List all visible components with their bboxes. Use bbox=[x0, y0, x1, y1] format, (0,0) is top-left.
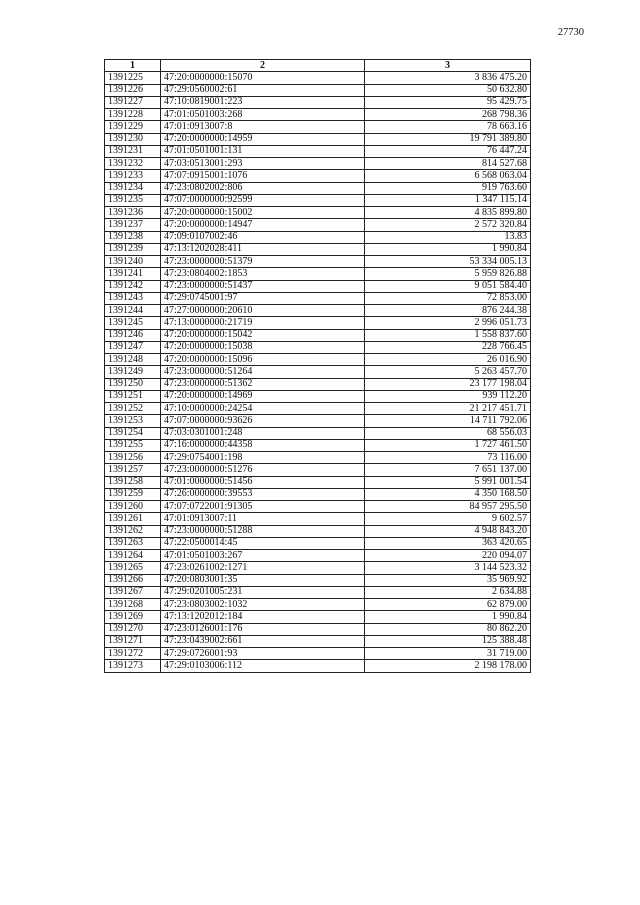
cadastral-number-cell: 47:01:0000000:51456 bbox=[161, 476, 365, 488]
cadastral-number-cell: 47:03:0513001:293 bbox=[161, 158, 365, 170]
value-cell: 21 217 451.71 bbox=[365, 403, 531, 415]
cadastral-number-cell: 47:20:0000000:14969 bbox=[161, 390, 365, 402]
cadastral-number-cell: 47:07:0000000:92599 bbox=[161, 194, 365, 206]
table-row bbox=[105, 256, 531, 268]
table-row bbox=[105, 537, 531, 549]
value-cell: 220 094.07 bbox=[365, 550, 531, 562]
value-cell: 125 388.48 bbox=[365, 635, 531, 647]
cadastral-number-cell: 47:23:0000000:51437 bbox=[161, 280, 365, 292]
table-row bbox=[105, 329, 531, 341]
cadastral-number-cell: 47:20:0000000:15042 bbox=[161, 329, 365, 341]
value-cell: 9 602.57 bbox=[365, 513, 531, 525]
row-number-cell: 1391231 bbox=[105, 145, 161, 157]
cadastral-number-cell: 47:01:0501003:267 bbox=[161, 550, 365, 562]
cadastral-number-cell: 47:23:0802002:806 bbox=[161, 182, 365, 194]
table-row bbox=[105, 366, 531, 378]
row-number-cell: 1391237 bbox=[105, 219, 161, 231]
cadastral-number-cell: 47:26:0000000:39553 bbox=[161, 488, 365, 500]
cadastral-value-table bbox=[104, 59, 531, 673]
table-row bbox=[105, 158, 531, 170]
value-cell: 23 177 198.04 bbox=[365, 378, 531, 390]
value-cell: 3 836 475.20 bbox=[365, 72, 531, 84]
table-row bbox=[105, 109, 531, 121]
table-header-row bbox=[105, 60, 531, 72]
cadastral-number-cell: 47:13:0000000:21719 bbox=[161, 317, 365, 329]
cadastral-number-cell: 47:01:0913007:11 bbox=[161, 513, 365, 525]
row-number-cell: 1391242 bbox=[105, 280, 161, 292]
table-row bbox=[105, 660, 531, 672]
table-row bbox=[105, 292, 531, 304]
row-number-cell: 1391247 bbox=[105, 341, 161, 353]
value-cell: 4 835 899.80 bbox=[365, 207, 531, 219]
value-cell: 4 350 168.50 bbox=[365, 488, 531, 500]
value-cell: 268 798.36 bbox=[365, 109, 531, 121]
table-row bbox=[105, 635, 531, 647]
cadastral-number-cell: 47:20:0000000:14947 bbox=[161, 219, 365, 231]
value-cell: 5 959 826.88 bbox=[365, 268, 531, 280]
table-row bbox=[105, 464, 531, 476]
cadastral-number-cell: 47:29:0560002:61 bbox=[161, 84, 365, 96]
value-cell: 53 334 005.13 bbox=[365, 256, 531, 268]
row-number-cell: 1391238 bbox=[105, 231, 161, 243]
table-row bbox=[105, 96, 531, 108]
cadastral-number-cell: 47:13:1202012:184 bbox=[161, 611, 365, 623]
value-cell: 13.83 bbox=[365, 231, 531, 243]
table-row bbox=[105, 390, 531, 402]
value-cell: 1 558 837.60 bbox=[365, 329, 531, 341]
cadastral-number-cell: 47:16:0000000:44358 bbox=[161, 439, 365, 451]
cadastral-number-cell: 47:29:0745001:97 bbox=[161, 292, 365, 304]
value-cell: 14 711 792.06 bbox=[365, 415, 531, 427]
column-header-1: 1 bbox=[105, 60, 161, 72]
row-number-cell: 1391262 bbox=[105, 525, 161, 537]
table-row bbox=[105, 550, 531, 562]
table-row bbox=[105, 280, 531, 292]
cadastral-number-cell: 47:09:0107002:46 bbox=[161, 231, 365, 243]
row-number-cell: 1391240 bbox=[105, 256, 161, 268]
column-header-2: 2 bbox=[161, 60, 365, 72]
value-cell: 2 634.88 bbox=[365, 586, 531, 598]
table-row bbox=[105, 562, 531, 574]
row-number-cell: 1391245 bbox=[105, 317, 161, 329]
row-number-cell: 1391229 bbox=[105, 121, 161, 133]
table-row bbox=[105, 403, 531, 415]
table-row bbox=[105, 354, 531, 366]
table-row bbox=[105, 378, 531, 390]
cadastral-number-cell: 47:23:0126001:176 bbox=[161, 623, 365, 635]
cadastral-number-cell: 47:23:0804002:1853 bbox=[161, 268, 365, 280]
value-cell: 363 420.65 bbox=[365, 537, 531, 549]
row-number-cell: 1391250 bbox=[105, 378, 161, 390]
value-cell: 9 051 584.40 bbox=[365, 280, 531, 292]
table-row bbox=[105, 501, 531, 513]
cadastral-number-cell: 47:10:0819001:223 bbox=[161, 96, 365, 108]
value-cell: 2 996 051.73 bbox=[365, 317, 531, 329]
row-number-cell: 1391272 bbox=[105, 648, 161, 660]
value-cell: 814 527.68 bbox=[365, 158, 531, 170]
row-number-cell: 1391266 bbox=[105, 574, 161, 586]
table-row bbox=[105, 170, 531, 182]
value-cell: 939 112.20 bbox=[365, 390, 531, 402]
value-cell: 1 990.84 bbox=[365, 611, 531, 623]
value-cell: 228 766.45 bbox=[365, 341, 531, 353]
cadastral-number-cell: 47:23:0439002:661 bbox=[161, 635, 365, 647]
row-number-cell: 1391253 bbox=[105, 415, 161, 427]
row-number-cell: 1391255 bbox=[105, 439, 161, 451]
cadastral-number-cell: 47:20:0000000:14959 bbox=[161, 133, 365, 145]
row-number-cell: 1391254 bbox=[105, 427, 161, 439]
row-number-cell: 1391270 bbox=[105, 623, 161, 635]
cadastral-number-cell: 47:10:0000000:24254 bbox=[161, 403, 365, 415]
row-number-cell: 1391226 bbox=[105, 84, 161, 96]
value-cell: 72 853.00 bbox=[365, 292, 531, 304]
table-row bbox=[105, 121, 531, 133]
row-number-cell: 1391232 bbox=[105, 158, 161, 170]
value-cell: 1 727 461.50 bbox=[365, 439, 531, 451]
table-row bbox=[105, 84, 531, 96]
cadastral-number-cell: 47:23:0000000:51379 bbox=[161, 256, 365, 268]
table-row bbox=[105, 341, 531, 353]
value-cell: 5 991 001.54 bbox=[365, 476, 531, 488]
table-row bbox=[105, 574, 531, 586]
cadastral-number-cell: 47:29:0726001:93 bbox=[161, 648, 365, 660]
table-row bbox=[105, 305, 531, 317]
table-row bbox=[105, 317, 531, 329]
table-body bbox=[105, 72, 531, 672]
row-number-cell: 1391239 bbox=[105, 243, 161, 255]
cadastral-number-cell: 47:20:0000000:15038 bbox=[161, 341, 365, 353]
value-cell: 62 879.00 bbox=[365, 599, 531, 611]
table-row bbox=[105, 415, 531, 427]
column-header-3: 3 bbox=[365, 60, 531, 72]
value-cell: 50 632.80 bbox=[365, 84, 531, 96]
row-number-cell: 1391227 bbox=[105, 96, 161, 108]
value-cell: 2 572 320.84 bbox=[365, 219, 531, 231]
value-cell: 1 990.84 bbox=[365, 243, 531, 255]
value-cell: 19 791 389.80 bbox=[365, 133, 531, 145]
row-number-cell: 1391264 bbox=[105, 550, 161, 562]
row-number-cell: 1391241 bbox=[105, 268, 161, 280]
cadastral-number-cell: 47:23:0261002:1271 bbox=[161, 562, 365, 574]
row-number-cell: 1391260 bbox=[105, 501, 161, 513]
value-cell: 84 957 295.50 bbox=[365, 501, 531, 513]
cadastral-number-cell: 47:20:0000000:15096 bbox=[161, 354, 365, 366]
row-number-cell: 1391249 bbox=[105, 366, 161, 378]
table-row bbox=[105, 72, 531, 84]
page-number: 27730 bbox=[557, 27, 584, 38]
row-number-cell: 1391273 bbox=[105, 660, 161, 672]
row-number-cell: 1391228 bbox=[105, 109, 161, 121]
cadastral-number-cell: 47:07:0915001:1076 bbox=[161, 170, 365, 182]
row-number-cell: 1391259 bbox=[105, 488, 161, 500]
row-number-cell: 1391248 bbox=[105, 354, 161, 366]
row-number-cell: 1391246 bbox=[105, 329, 161, 341]
row-number-cell: 1391257 bbox=[105, 464, 161, 476]
table-row bbox=[105, 207, 531, 219]
cadastral-number-cell: 47:07:0000000:93626 bbox=[161, 415, 365, 427]
table-row bbox=[105, 231, 531, 243]
row-number-cell: 1391268 bbox=[105, 599, 161, 611]
value-cell: 73 116.00 bbox=[365, 452, 531, 464]
value-cell: 1 347 115.14 bbox=[365, 194, 531, 206]
row-number-cell: 1391263 bbox=[105, 537, 161, 549]
row-number-cell: 1391256 bbox=[105, 452, 161, 464]
value-cell: 76 447.24 bbox=[365, 145, 531, 157]
row-number-cell: 1391267 bbox=[105, 586, 161, 598]
table-row bbox=[105, 488, 531, 500]
table-row bbox=[105, 476, 531, 488]
row-number-cell: 1391271 bbox=[105, 635, 161, 647]
table-row bbox=[105, 427, 531, 439]
cadastral-number-cell: 47:13:1202028:411 bbox=[161, 243, 365, 255]
cadastral-number-cell: 47:23:0000000:51288 bbox=[161, 525, 365, 537]
row-number-cell: 1391233 bbox=[105, 170, 161, 182]
cadastral-number-cell: 47:29:0103006:112 bbox=[161, 660, 365, 672]
table-row bbox=[105, 439, 531, 451]
value-cell: 919 763.60 bbox=[365, 182, 531, 194]
row-number-cell: 1391258 bbox=[105, 476, 161, 488]
value-cell: 68 556.03 bbox=[365, 427, 531, 439]
value-cell: 5 263 457.70 bbox=[365, 366, 531, 378]
value-cell: 6 568 063.04 bbox=[365, 170, 531, 182]
row-number-cell: 1391225 bbox=[105, 72, 161, 84]
row-number-cell: 1391236 bbox=[105, 207, 161, 219]
table-row bbox=[105, 145, 531, 157]
cadastral-number-cell: 47:23:0000000:51264 bbox=[161, 366, 365, 378]
value-cell: 31 719.00 bbox=[365, 648, 531, 660]
row-number-cell: 1391234 bbox=[105, 182, 161, 194]
row-number-cell: 1391269 bbox=[105, 611, 161, 623]
cadastral-number-cell: 47:29:0754001:198 bbox=[161, 452, 365, 464]
table-row bbox=[105, 219, 531, 231]
row-number-cell: 1391265 bbox=[105, 562, 161, 574]
cadastral-number-cell: 47:20:0000000:15070 bbox=[161, 72, 365, 84]
row-number-cell: 1391252 bbox=[105, 403, 161, 415]
table-row bbox=[105, 599, 531, 611]
cadastral-number-cell: 47:20:0803001:35 bbox=[161, 574, 365, 586]
value-cell: 26 016.90 bbox=[365, 354, 531, 366]
table-row bbox=[105, 513, 531, 525]
cadastral-number-cell: 47:29:0201005:231 bbox=[161, 586, 365, 598]
table-row bbox=[105, 611, 531, 623]
cadastral-number-cell: 47:01:0501003:268 bbox=[161, 109, 365, 121]
value-cell: 2 198 178.00 bbox=[365, 660, 531, 672]
table-row bbox=[105, 133, 531, 145]
table-row bbox=[105, 525, 531, 537]
table-row bbox=[105, 182, 531, 194]
table-row bbox=[105, 648, 531, 660]
value-cell: 3 144 523.32 bbox=[365, 562, 531, 574]
row-number-cell: 1391244 bbox=[105, 305, 161, 317]
cadastral-number-cell: 47:20:0000000:15002 bbox=[161, 207, 365, 219]
row-number-cell: 1391235 bbox=[105, 194, 161, 206]
value-cell: 80 862.20 bbox=[365, 623, 531, 635]
table-row bbox=[105, 243, 531, 255]
row-number-cell: 1391243 bbox=[105, 292, 161, 304]
table-row bbox=[105, 586, 531, 598]
value-cell: 876 244.38 bbox=[365, 305, 531, 317]
cadastral-number-cell: 47:27:0000000:20610 bbox=[161, 305, 365, 317]
cadastral-number-cell: 47:22:0500014:45 bbox=[161, 537, 365, 549]
value-cell: 7 651 137.00 bbox=[365, 464, 531, 476]
table-row bbox=[105, 268, 531, 280]
cadastral-number-cell: 47:23:0000000:51362 bbox=[161, 378, 365, 390]
cadastral-number-cell: 47:01:0913007:8 bbox=[161, 121, 365, 133]
value-cell: 95 429.75 bbox=[365, 96, 531, 108]
table-row bbox=[105, 452, 531, 464]
table-row bbox=[105, 194, 531, 206]
value-cell: 78 663.16 bbox=[365, 121, 531, 133]
value-cell: 35 969.92 bbox=[365, 574, 531, 586]
row-number-cell: 1391261 bbox=[105, 513, 161, 525]
table-row bbox=[105, 623, 531, 635]
cadastral-number-cell: 47:07:0722001:91305 bbox=[161, 501, 365, 513]
value-cell: 4 948 843.20 bbox=[365, 525, 531, 537]
cadastral-number-cell: 47:23:0000000:51276 bbox=[161, 464, 365, 476]
row-number-cell: 1391230 bbox=[105, 133, 161, 145]
cadastral-number-cell: 47:23:0803002:1032 bbox=[161, 599, 365, 611]
row-number-cell: 1391251 bbox=[105, 390, 161, 402]
cadastral-number-cell: 47:01:0501001:131 bbox=[161, 145, 365, 157]
cadastral-number-cell: 47:03:0301001:248 bbox=[161, 427, 365, 439]
